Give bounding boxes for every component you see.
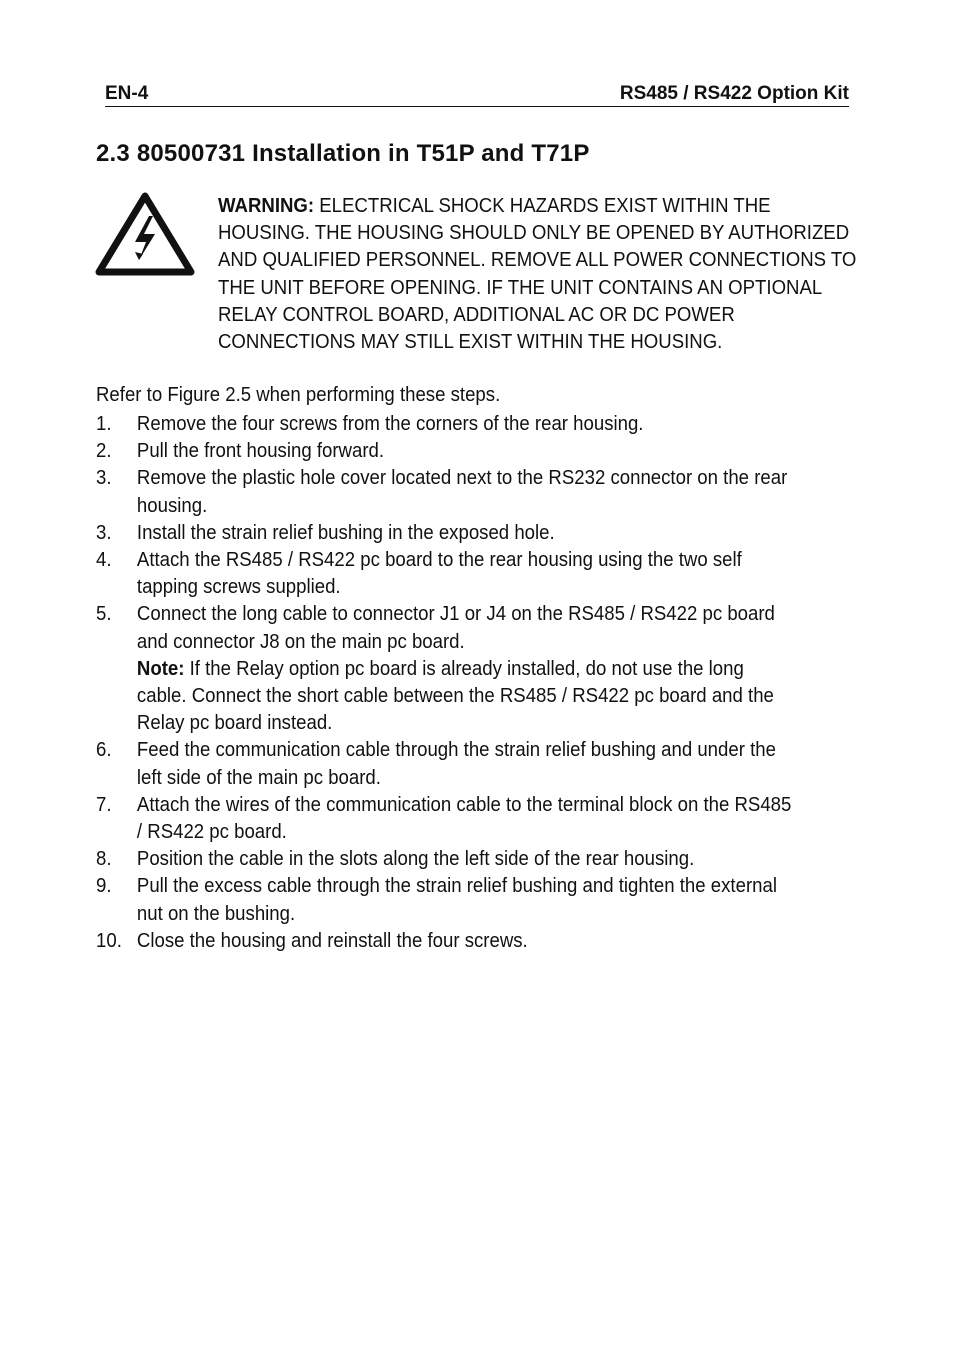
page-header <box>105 83 849 107</box>
step-text: Connect the long cable to connector J1 or J4 on the RS485 / RS422 pc board <box>136 603 775 626</box>
step-number: 7. <box>96 793 112 816</box>
step-text: housing. <box>136 494 208 517</box>
note-text: If the Relay option pc board is already installed, do not use the long <box>184 657 744 680</box>
note-label: Note: <box>136 657 185 680</box>
document-title: RS485 / RS422 Option Kit <box>619 83 849 104</box>
list-item <box>96 520 854 547</box>
step-text: Pull the excess cable through the strain relief bushing and tighten the external <box>136 875 777 898</box>
step-number: 9. <box>96 875 112 898</box>
step-number: 10. <box>96 929 122 952</box>
step-text: tapping screws supplied. <box>136 576 341 599</box>
list-item <box>96 873 854 927</box>
list-item <box>96 438 854 465</box>
list-item <box>96 411 854 438</box>
list-item <box>96 737 854 791</box>
step-text: Attach the RS485 / RS422 pc board to the rear housing using the two self <box>136 549 742 572</box>
note-text: Relay pc board instead. <box>136 712 333 735</box>
list-item <box>96 547 854 601</box>
step-number: 1. <box>96 413 112 435</box>
step-text: / RS422 pc board. <box>136 821 287 844</box>
warning-line: ELECTRICAL SHOCK HAZARDS EXIST WITHIN THE <box>314 195 771 217</box>
list-item <box>96 465 854 519</box>
step-number: 3. <box>96 467 112 490</box>
step-text: Feed the communication cable through the strain relief bushing and under the <box>136 739 776 762</box>
section-title: 2.3 80500731 Installation in T51P and T71P <box>96 140 590 167</box>
list-item <box>96 928 854 955</box>
warning-text <box>218 193 857 356</box>
step-number: 5. <box>96 603 112 626</box>
warning-line: CONNECTIONS MAY STILL EXIST WITHIN THE HOUSING. <box>218 331 723 354</box>
list-item <box>96 601 854 737</box>
step-text: Pull the front housing forward. <box>136 440 385 463</box>
step-text: nut on the bushing. <box>136 902 296 925</box>
step-number: 3. <box>96 521 112 544</box>
list-item <box>96 846 854 873</box>
step-text: Position the cable in the slots along the left side of the rear housing. <box>136 848 695 871</box>
intro-text: Refer to Figure 2.5 when performing these steps. <box>96 384 501 406</box>
step-number: 8. <box>96 848 112 871</box>
warning-line: HOUSING. THE HOUSING SHOULD ONLY BE OPENED BY AUTHORIZED <box>218 222 850 245</box>
page-number: EN-4 <box>105 83 149 104</box>
warning-line: AND QUALIFIED PERSONNEL. REMOVE ALL POWER CONNECTIONS TO <box>218 249 857 272</box>
warning-line: RELAY CONTROL BOARD, ADDITIONAL AC OR DC POWER <box>218 303 735 326</box>
steps-list <box>96 411 856 955</box>
step-text: Install the strain relief bushing in the exposed hole. <box>136 521 555 544</box>
step-text: Close the housing and reinstall the four screws. <box>136 929 528 952</box>
step-text: Remove the four screws from the corners of the rear housing. <box>136 413 644 435</box>
step-text: left side of the main pc board. <box>136 766 381 789</box>
step-number: 4. <box>96 549 112 572</box>
step-text: and connector J8 on the main pc board. <box>136 630 465 653</box>
electrical-hazard-icon <box>95 192 195 278</box>
list-item <box>96 792 854 846</box>
note-text: cable. Connect the short cable between the RS485 / RS422 pc board and the <box>136 685 774 708</box>
step-text: Remove the plastic hole cover located next to the RS232 connector on the rear <box>136 467 788 490</box>
step-number: 6. <box>96 739 112 762</box>
warning-label: WARNING: <box>218 195 315 217</box>
step-number: 2. <box>96 440 112 463</box>
step-text: Attach the wires of the communication cable to the terminal block on the RS485 <box>136 793 792 816</box>
warning-line: THE UNIT BEFORE OPENING. IF THE UNIT CONTAINS AN OPTIONAL <box>218 276 823 299</box>
note-line <box>137 656 854 683</box>
